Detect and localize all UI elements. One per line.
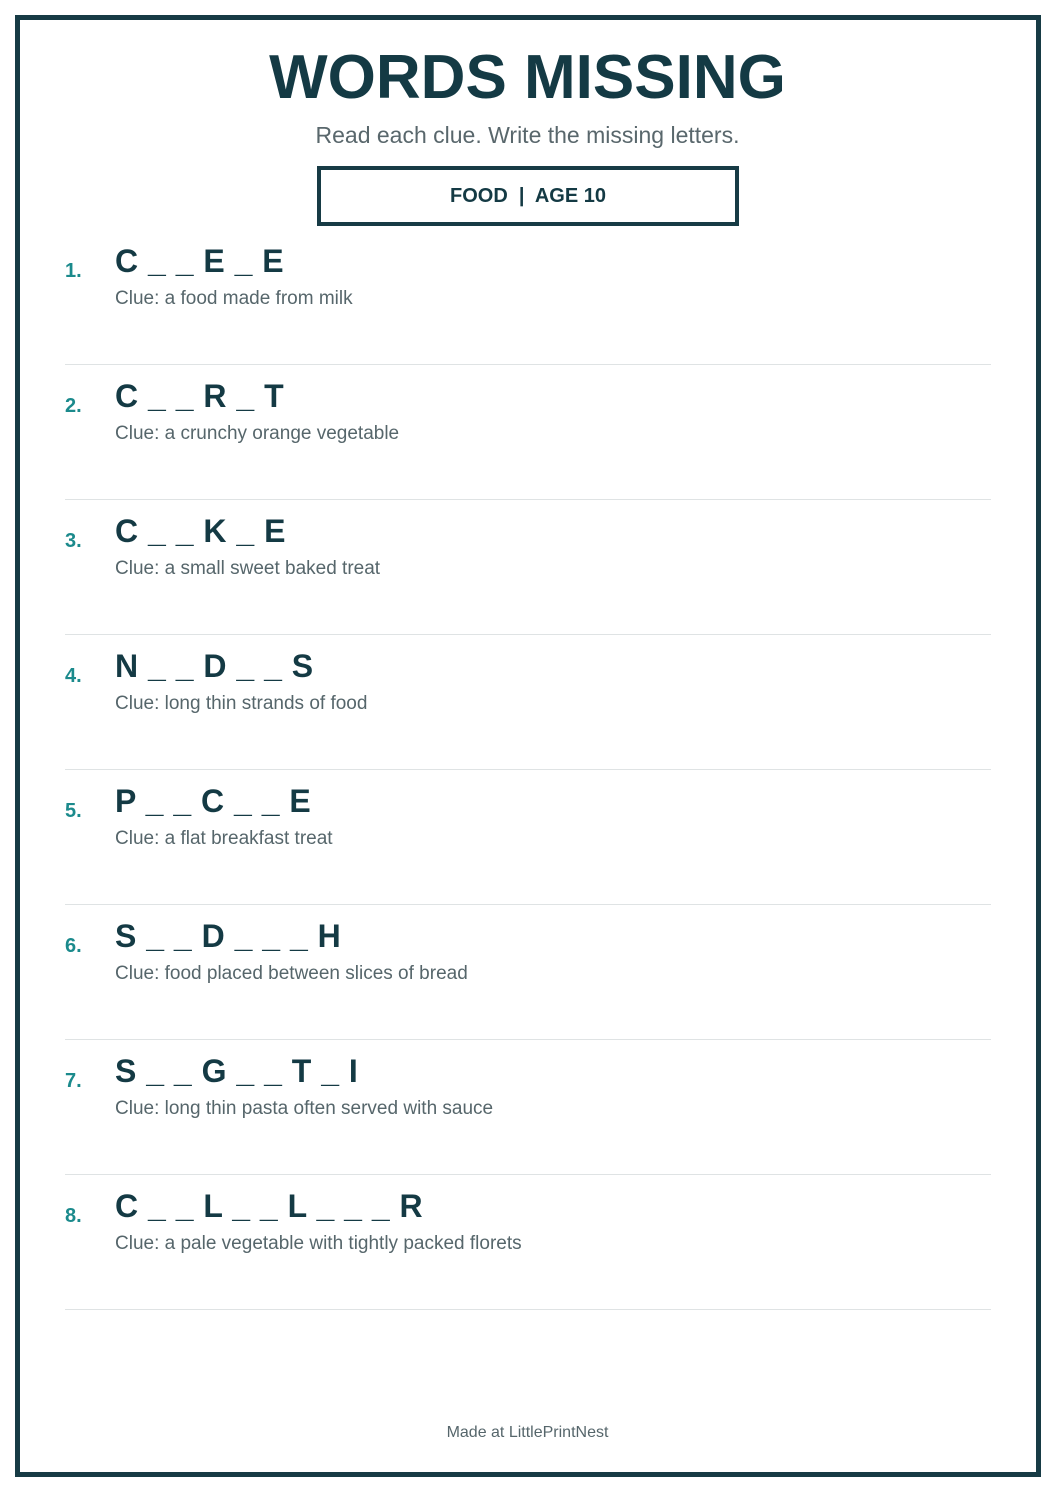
puzzle-item bbox=[65, 905, 991, 1040]
puzzle-item bbox=[65, 1040, 991, 1175]
page-title: WORDS MISSING bbox=[269, 43, 786, 112]
missing-letters-word: P _ _ C _ _ E bbox=[115, 783, 312, 819]
missing-letters-word: C _ _ L _ _ L _ _ _ R bbox=[115, 1188, 424, 1224]
missing-letters-word: N _ _ D _ _ S bbox=[115, 648, 314, 684]
item-number: 4. bbox=[65, 665, 82, 687]
item-clue: Clue: food placed between slices of bread bbox=[115, 963, 468, 984]
puzzle-item bbox=[65, 365, 991, 500]
puzzle-item bbox=[65, 770, 991, 905]
topic-age-badge: FOOD | AGE 10 bbox=[317, 166, 739, 226]
puzzle-item bbox=[65, 230, 991, 365]
missing-letters-word: C _ _ K _ E bbox=[115, 513, 286, 549]
item-number: 2. bbox=[65, 395, 82, 417]
missing-letters-word: C _ _ R _ T bbox=[115, 378, 285, 414]
item-clue: Clue: long thin pasta often served with sauce bbox=[115, 1098, 494, 1119]
item-number: 1. bbox=[65, 260, 82, 282]
missing-letters-word: S _ _ D _ _ _ H bbox=[115, 918, 342, 954]
missing-letters-word: S _ _ G _ _ T _ I bbox=[115, 1053, 359, 1089]
page-subtitle: Read each clue. Write the missing letters. bbox=[315, 122, 740, 148]
item-number: 7. bbox=[65, 1070, 82, 1092]
missing-letters-word: C _ _ E _ E bbox=[115, 243, 285, 279]
item-clue: Clue: a flat breakfast treat bbox=[115, 828, 333, 849]
item-number: 6. bbox=[65, 935, 82, 957]
puzzle-item bbox=[65, 1175, 991, 1310]
item-number: 3. bbox=[65, 530, 82, 552]
puzzle-item bbox=[65, 500, 991, 635]
item-clue: Clue: long thin strands of food bbox=[115, 693, 368, 714]
item-clue: Clue: a crunchy orange vegetable bbox=[115, 423, 400, 444]
item-clue: Clue: a pale vegetable with tightly packed florets bbox=[115, 1233, 522, 1254]
puzzle-item bbox=[65, 635, 991, 770]
item-clue: Clue: a food made from milk bbox=[115, 288, 353, 309]
item-clue: Clue: a small sweet baked treat bbox=[115, 558, 381, 579]
footer-credit: Made at LittlePrintNest bbox=[446, 1424, 609, 1441]
item-number: 8. bbox=[65, 1205, 82, 1227]
item-number: 5. bbox=[65, 800, 82, 822]
